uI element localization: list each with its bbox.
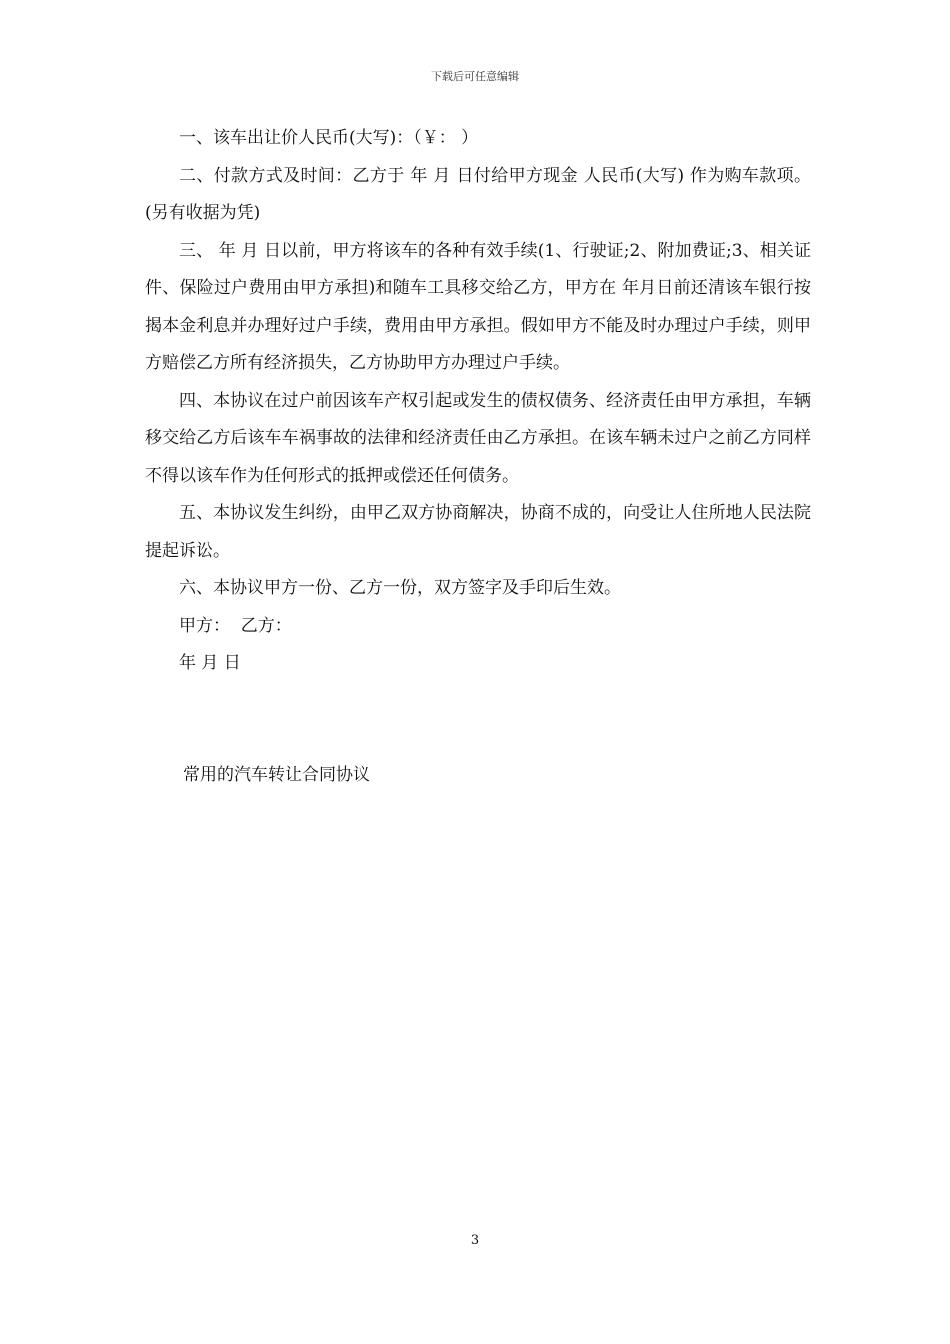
clause-3-handover: 三、 年 月 日以前，甲方将该车的各种有效手续(1、行驶证;2、附加费证;3、相关证件、保险过户费用由甲方承担)和随车工具移交给乙方，甲方在 年月日前还清该车银行按揭本金利息并办理好过户手续，费用由甲方承担。假如甲方不能及时办理过户手续，则甲方赔偿乙方所有经济损失，乙方协助甲方办理过户手续。 [145,240,811,373]
signature-parties-line: 甲方： 乙方： [179,615,292,636]
clause-2-payment: 二、付款方式及时间：乙方于 年 月 日付给甲方现金 人民币(大写) 作为购车款项。(另有收据为凭) [145,165,811,223]
document-title: 常用的汽车转让合同协议 [183,765,370,785]
contract-body [145,120,811,683]
clause-5-dispute: 五、本协议发生纠纷，由甲乙双方协商解决，协商不成的，向受让人住所地人民法院提起诉讼。 [145,503,811,561]
page-header-note: 下载后可任意编辑 [431,70,519,83]
clause-4-liability: 四、本协议在过户前因该车产权引起或发生的债权债务、经济责任由甲方承担，车辆移交给乙方后该车车祸事故的法律和经济责任由乙方承担。在该车辆未过户之前乙方同样不得以该车作为任何形式的抵押或偿还任何债务。 [145,390,811,486]
page-number: 3 [470,1233,480,1248]
signature-date-line: 年 月 日 [179,653,241,673]
clause-6-copies: 六、本协议甲方一份、乙方一份，双方签字及手印后生效。 [179,578,621,598]
clause-1-price: 一、该车出让价人民币(大写)：（￥： ） [179,128,479,148]
